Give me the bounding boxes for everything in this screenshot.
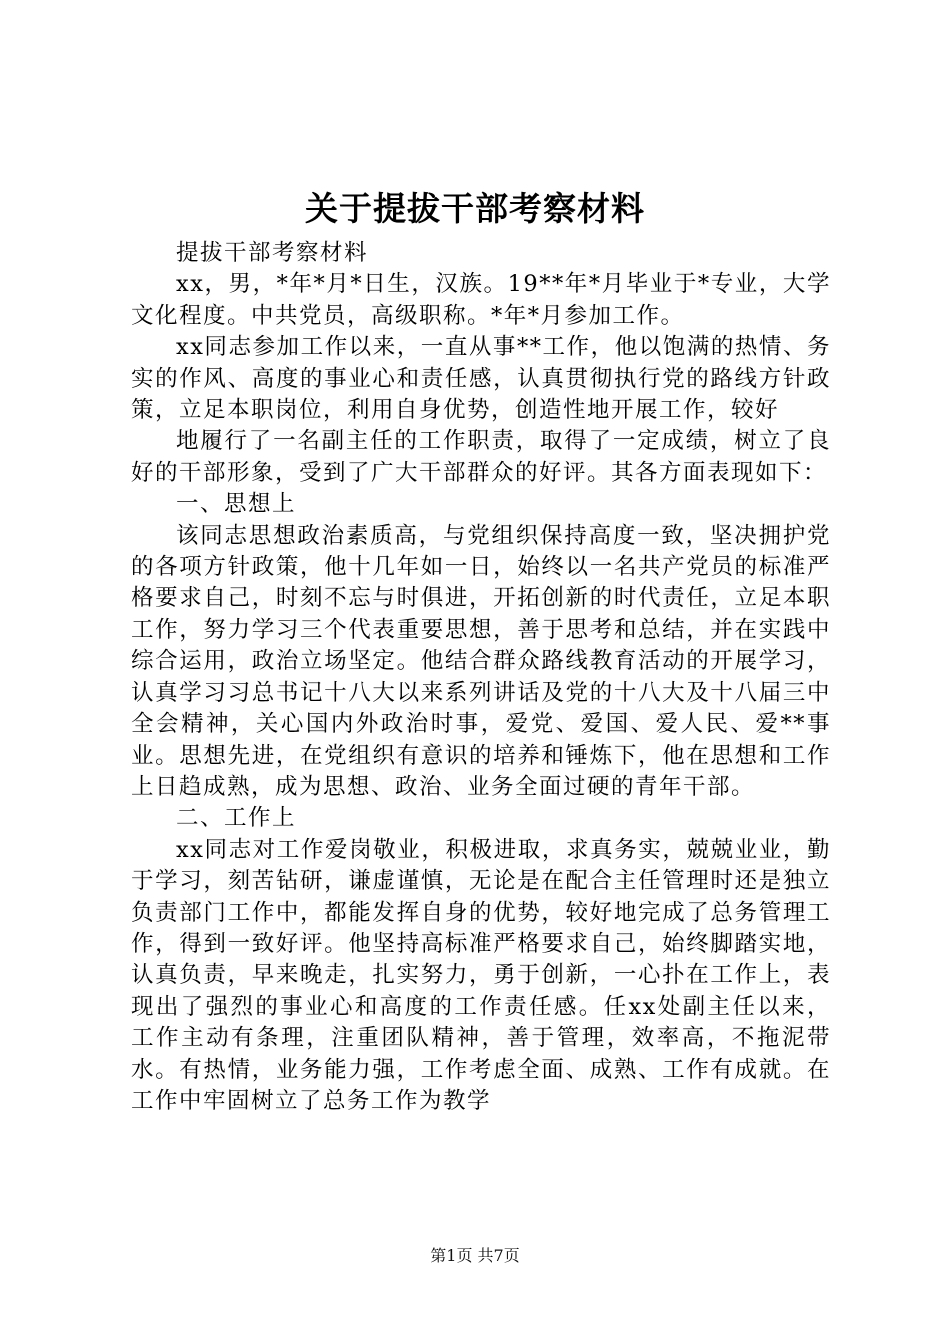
document-title: 关于提拔干部考察材料 xyxy=(305,189,645,228)
paragraph-basic-info: xx，男，*年*月*日生，汉族。19**年*月毕业于*专业，大学文化程度。中共党员，高级职称。*年*月参加工作。 xyxy=(131,271,831,329)
page-number: 第1页 共7页 xyxy=(430,1246,520,1265)
document-body xyxy=(131,238,831,1117)
paragraph-work: xx同志对工作爱岗敬业，积极进取，求真务实，兢兢业业，勤于学习，刻苦钻研，谦虚谨慎，无论是在配合主任管理时还是独立负责部门工作中，都能发挥自身的优势，较好地完成了总务管理工作，得到一致好评。他坚持高标准严格要求自己，始终脚踏实地，认真负责，早来晚走，扎实努力，勇于创新，一心扑在工作上，表现出了强烈的事业心和高度的工作责任感。任xx处副主任以来，工作主动有条理，注重团队精神，善于管理，效率高，不拖泥带水。有热情，业务能力强，工作考虑全面、成熟、工作有成就。在工作中牢固树立了总务工作为教学 xyxy=(131,836,831,1114)
paragraph-intro: xx同志参加工作以来，一直从事**工作，他以饱满的热情、务实的作风、高度的事业心和责任感，认真贯彻执行党的路线方针政策，立足本职岗位，利用自身优势，创造性地开展工作，较好 xyxy=(131,334,831,424)
paragraph-subtitle: 提拔干部考察材料 xyxy=(176,240,369,266)
paragraph-performance: 地履行了一名副主任的工作职责，取得了一定成绩，树立了良好的干部形象，受到了广大干部群众的好评。其各方面表现如下： xyxy=(131,428,831,486)
section-heading-work: 二、工作上 xyxy=(176,805,297,832)
paragraph-ideology: 该同志思想政治素质高，与党组织保持高度一致，坚决拥护党的各项方针政策，他十几年如一日，始终以一名共产党员的标准严格要求自己，时刻不忘与时俱进，开拓创新的时代责任，立足本职工作，努力学习三个代表重要思想，善于思考和总结，并在实践中综合运用，政治立场坚定。他结合群众路线教育活动的开展学习，认真学习习总书记十八大以来系列讲话及党的十八大及十八届三中全会精神，关心国内外政治时事，爱党、爱国、爱人民、爱**事业。思想先进，在党组织有意识的培养和锤炼下，他在思想和工作上日趋成熟，成为思想、政治、业务全面过硬的青年干部。 xyxy=(131,522,831,800)
section-heading-ideology: 一、思想上 xyxy=(176,491,297,518)
